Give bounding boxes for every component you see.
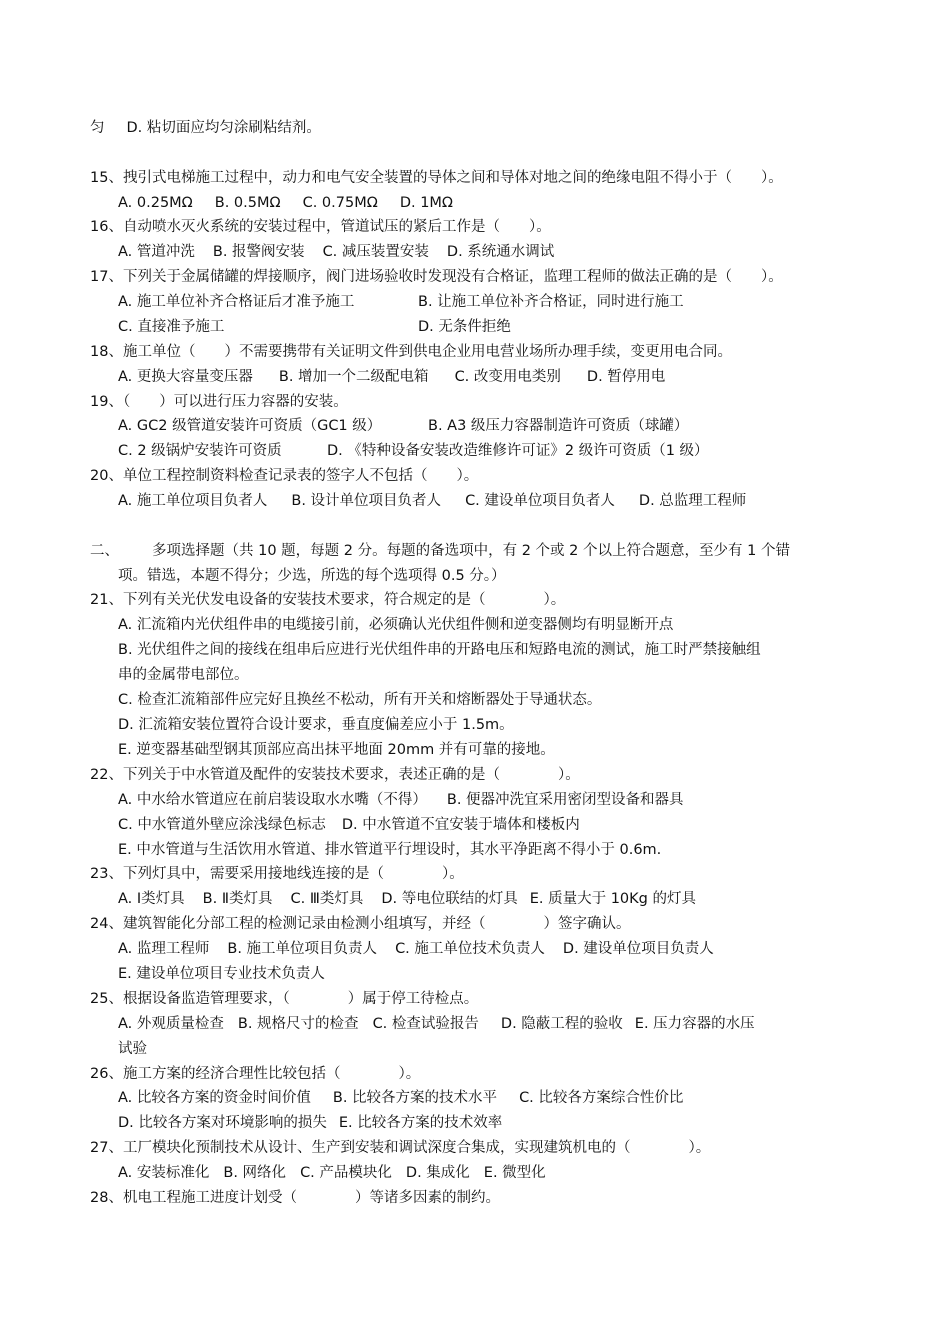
q25-option-a: A. 外观质量检查 <box>118 1016 224 1032</box>
q20-option-d: D. 总监理工程师 <box>638 493 747 509</box>
q27-option-a: A. 安装标准化 <box>118 1165 210 1181</box>
q26-options-row2 <box>118 1113 502 1133</box>
q26-options-row1 <box>118 1088 683 1108</box>
q26-option-c: C. 比较各方案综合性价比 <box>519 1090 684 1106</box>
q22-option-d: D. 中水管道不宜安装于墙体和楼板内 <box>341 817 580 833</box>
q17-option-a: A. 施工单位补齐合格证后才准予施工 <box>118 294 355 310</box>
q25-option-e-line2: 试验 <box>118 1041 147 1057</box>
q24-options <box>118 939 714 959</box>
q23-stem: 23、下列灯具中，需要采用接地线连接的是（ ）。 <box>90 866 464 882</box>
q23-option-e: E. 质量大于 10Kg 的灯具 <box>529 891 696 907</box>
q17-option-c: C. 直接准予施工 <box>118 319 225 335</box>
q25-option-c: C. 检查试验报告 <box>372 1016 479 1032</box>
q25-stem: 25、根据设备监造管理要求，（ ）属于停工待检点。 <box>90 991 479 1007</box>
q24-option-e: E. 建设单位项目专业技术负责人 <box>118 966 325 982</box>
q27-stem: 27、工厂模块化预制技术从设计、生产到安装和调试深度合集成，实现建筑机电的（ ）。 <box>90 1140 711 1156</box>
top-prefix: 匀 <box>90 120 105 136</box>
q26-option-a: A. 比较各方案的资金时间价值 <box>118 1090 311 1106</box>
q22-option-a: A. 中水给水管道应在前启装设取水水嘴（不得） <box>118 792 427 808</box>
section2-line2: 项。错选，本题不得分；少选，所选的每个选项得 0.5 分。） <box>118 568 506 584</box>
q17-option-d: D. 无条件拒绝 <box>418 319 511 335</box>
q25-options <box>118 1014 755 1034</box>
q23-option-d: D. 等电位联结的灯具 <box>381 891 518 907</box>
q15-stem: 15、拽引式电梯施工过程中，动力和电气安全装置的导体之间和导体对地之间的绝缘电阻不得小于（ ）。 <box>90 170 783 186</box>
q23-options <box>118 889 696 909</box>
top-option-d: D. 粘切面应均匀涂刷粘结剂。 <box>126 120 321 136</box>
section2-line1: 多项选择题（共 10 题，每题 2 分。每题的备选项中，有 2 个或 2 个以上符合题意，至少有 1 个错 <box>152 543 790 559</box>
q16-option-d: D. 系统通水调试 <box>446 244 555 260</box>
q21-option-d: D. 汇流箱安装位置符合设计要求，垂直度偏差应小于 1.5m。 <box>118 717 514 733</box>
q16-option-b: B. 报警阀安装 <box>212 244 305 260</box>
q26-stem: 26、施工方案的经济合理性比较包括（ ）。 <box>90 1066 421 1082</box>
q15-option-c: C. 0.75MΩ <box>302 195 378 211</box>
section2-number: 二、 <box>90 543 119 559</box>
q21-option-b-line1: B. 光伏组件之间的接线在组串后应进行光伏组件串的开路电压和短路电流的测试，施工时严禁接触组 <box>118 642 761 658</box>
q25-option-b: B. 规格尺寸的检查 <box>237 1016 359 1032</box>
q21-option-e: E. 逆变器基础型钢其顶部应高出抹平地面 20mm 并有可靠的接地。 <box>118 742 555 758</box>
q16-stem: 16、自动喷水灭火系统的安装过程中，管道试压的紧后工作是（ ）。 <box>90 219 551 235</box>
q25-option-e-line1: E. 压力容器的水压 <box>634 1016 755 1032</box>
q28-stem: 28、机电工程施工进度计划受（ ）等诸多因素的制约。 <box>90 1190 500 1206</box>
q17-stem: 17、下列关于金属储罐的焊接顺序，阀门进场验收时发现没有合格证，监理工程师的做法正确的是（ ）。 <box>90 269 783 285</box>
q16-option-c: C. 减压装置安装 <box>322 244 429 260</box>
q24-option-d: D. 建设单位项目负责人 <box>562 941 714 957</box>
q20-stem: 20、单位工程控制资料检查记录表的签字人不包括（ ）。 <box>90 468 479 484</box>
q22-option-e: E. 中水管道与生活饮用水管道、排水管道平行埋设时，其水平净距离不得小于 0.6m. <box>118 842 662 858</box>
q21-option-b-line2: 串的金属带电部位。 <box>118 667 249 683</box>
q15-options <box>118 193 453 213</box>
q19-option-c: C. 2 级锅炉安装许可资质 <box>118 443 282 459</box>
q24-option-a: A. 监理工程师 <box>118 941 210 957</box>
q20-option-c: C. 建设单位项目负者人 <box>465 493 615 509</box>
q22-options-row1 <box>118 790 684 810</box>
q19-option-b: B. A3 级压力容器制造许可资质（球罐） <box>428 418 689 434</box>
q16-option-a: A. 管道冲洗 <box>118 244 195 260</box>
q24-option-b: B. 施工单位项目负责人 <box>227 941 378 957</box>
q25-option-d: D. 隐蔽工程的验收 <box>500 1016 623 1032</box>
q20-option-a: A. 施工单位项目负者人 <box>118 493 268 509</box>
q19-stem: 19、（ ）可以进行压力容器的安装。 <box>90 394 348 410</box>
q18-option-d: D. 暂停用电 <box>586 369 666 385</box>
q21-stem: 21、下列有关光伏发电设备的安装技术要求，符合规定的是（ ）。 <box>90 592 566 608</box>
q22-option-c: C. 中水管道外壁应涂浅绿色标志 <box>118 817 326 833</box>
q26-option-d: D. 比较各方案对环境影响的损失 <box>118 1115 327 1131</box>
q15-option-b: B. 0.5MΩ <box>214 195 281 211</box>
q26-option-b: B. 比较各方案的技术水平 <box>332 1090 498 1106</box>
q18-option-c: C. 改变用电类别 <box>454 369 561 385</box>
q21-option-a: A. 汇流箱内光伏组件串的电缆接引前，必须确认光伏组件侧和逆变器侧均有明显断开点 <box>118 617 674 633</box>
q19-option-a: A. GC2 级管道安装许可资质（GC1 级） <box>118 418 382 434</box>
q18-stem: 18、施工单位（ ）不需要携带有关证明文件到供电企业用电营业场所办理手续，变更用电合同。 <box>90 344 732 360</box>
top-line <box>90 118 321 138</box>
q18-option-b: B. 增加一个二级配电箱 <box>278 369 429 385</box>
q27-option-d: D. 集成化 <box>405 1165 470 1181</box>
q18-option-a: A. 更换大容量变压器 <box>118 369 253 385</box>
q20-options <box>118 491 746 511</box>
q23-option-a: A. Ⅰ类灯具 <box>118 891 185 907</box>
q26-option-e: E. 比较各方案的技术效率 <box>338 1115 503 1131</box>
q22-option-b: B. 便器冲洗宜采用密闭型设备和器具 <box>446 792 684 808</box>
q27-options <box>118 1163 546 1183</box>
q27-option-e: E. 微型化 <box>483 1165 546 1181</box>
q27-option-b: B. 网络化 <box>223 1165 287 1181</box>
q21-option-c: C. 检查汇流箱部件应完好且换丝不松动，所有开关和熔断器处于导通状态。 <box>118 692 602 708</box>
q18-options <box>118 367 665 387</box>
q22-options-row2 <box>118 815 580 835</box>
q23-option-c: C. Ⅲ类灯具 <box>290 891 364 907</box>
q16-options <box>118 242 554 262</box>
q22-stem: 22、下列关于中水管道及配件的安装技术要求，表述正确的是（ ）。 <box>90 767 580 783</box>
q24-option-c: C. 施工单位技术负责人 <box>395 941 545 957</box>
q23-option-b: B. Ⅱ类灯具 <box>202 891 273 907</box>
q15-option-a: A. 0.25MΩ <box>118 195 193 211</box>
q24-stem: 24、建筑智能化分部工程的检测记录由检测小组填写，并经（ ）签字确认。 <box>90 916 631 932</box>
q20-option-b: B. 设计单位项目负者人 <box>291 493 442 509</box>
q19-option-d: D. 《特种设备安装改造维修许可证》2 级许可资质（1 级） <box>327 443 709 459</box>
q17-option-b: B. 让施工单位补齐合格证，同时进行施工 <box>418 294 684 310</box>
q27-option-c: C. 产品模块化 <box>300 1165 392 1181</box>
q15-option-d: D. 1MΩ <box>399 195 454 211</box>
